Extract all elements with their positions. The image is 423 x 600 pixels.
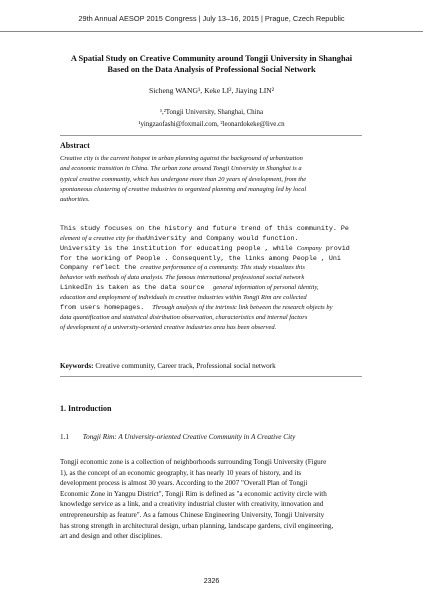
abstract-mixed-line-2 [60, 234, 299, 244]
abstract-line: Creative city is the current hotspot in urban planning against the background of urbanization [60, 155, 303, 162]
title-line-1: A Spatial Study on Creative Community around Tongji University in Shanghai [70, 54, 353, 63]
conference-header: 29th Annual AESOP 2015 Congress | July 13–16, 2015 | Prague, Czech Republic [78, 14, 345, 23]
abstract-mixed-line-3 [60, 244, 350, 254]
header-rule [0, 31, 423, 32]
abstract-line: and economic transition in China. The urban zone around Tongji University in Shanghai is a [60, 165, 302, 173]
homepages-text: from users homepages. [60, 304, 145, 312]
line5-part-a: Company reflect the [60, 264, 141, 272]
abstract-line: typical creative community, which has undergone more than 20 years of development, from the [60, 175, 307, 183]
abstract-italic-line-6: behavior with methods of data analysis. The famous international professional social network [60, 274, 305, 281]
body-line: has strong strength in architectural design, urban planning, landscape gardens, civil engineering, [60, 521, 334, 530]
keywords-label: Keywords: [60, 362, 94, 370]
abstract-paragraph-1 [60, 154, 370, 205]
line2-part-a: element of a creative city for that [60, 235, 147, 242]
abstract-heading: Abstract [60, 141, 90, 150]
page-number: 2326 [203, 578, 220, 585]
subsection-title: Tongji Rim: A University-oriented Creative Community in A Creative City [82, 433, 296, 441]
abstract-mono-line-4: for the working of People . Consequently, the links among People , Uni [60, 255, 341, 263]
affiliation: ¹,²Tongji University, Shanghai, China [159, 109, 264, 116]
line3-part-a: University is the institution for educating people , while [60, 245, 293, 253]
body-line: entrepreneurship as feature". As a famous Chinese Engineering University, Tongji University [60, 510, 325, 519]
body-paragraph [60, 457, 363, 542]
paper-title [40, 53, 383, 75]
abstract-bottom-rule [60, 376, 362, 377]
line3-part-b: Company [296, 245, 322, 252]
body-line: Tongji economic zone is a collection of neighborhoods surrounding Tongji University (Figure [60, 458, 327, 466]
abstract-line: spontaneous clustering of creative industries to organized planning and managing led by local [60, 185, 307, 193]
section-heading: 1. Introduction [60, 404, 112, 413]
abstract-overlap-text: general information of personal identity, [213, 284, 319, 291]
keywords-text: Creative community, Career track, Professional social network [93, 362, 276, 370]
body-line: 1), as the concept of an economic geography, it has nearly 10 years of history, and its [60, 468, 302, 477]
abstract-line: education and employment of individuals in creative industries within Tongji Rim are collected [60, 294, 307, 301]
body-line: Economic Zone in Yangpu District", Tongji Rim is defined as "a economic activity circle with [60, 489, 327, 498]
subsection-number: 1.1 [60, 433, 69, 441]
line5-part-b: creative performance of a community. This study visualizes this [140, 264, 305, 271]
analysis-text: Through analysis of the intrinsic link between the research objects by [152, 304, 333, 311]
abstract-mono-line [60, 303, 332, 313]
abstract-mono-line-1: This study focuses on the history and future trend of this community. Pe [60, 225, 349, 233]
line3-part-c: provid [325, 245, 350, 253]
emails: ¹yingzaofashi@foxmail.com, ²leonardokeke@live.cn [138, 121, 285, 128]
abstract-line: of development of a university-oriented creative industries area has been observed. [60, 324, 277, 331]
body-line: development process is almost 30 years. According to the 2007 "Overall Plan of Tongji [60, 479, 308, 488]
subsection-heading [60, 433, 295, 441]
line7-part-a: LinkedIn is taken as the data source [60, 284, 205, 292]
abstract-mixed-line-5 [60, 263, 305, 273]
line2-part-b: University and Company would function. [146, 235, 299, 243]
abstract-top-rule [60, 135, 362, 136]
body-line: art and design and other disciplines. [60, 532, 163, 541]
body-line: knowledge service as a link, and a creativity industrial cluster with creativity, innovation and [60, 500, 324, 509]
authors: Sicheng WANG¹, Keke LI², Jiaying LIN² [149, 86, 274, 95]
abstract-mixed-line-7 [60, 283, 204, 293]
abstract-line: data quantification and statistical distribution observation, characteristics and internal factors [60, 314, 308, 321]
title-line-2: Based on the Data Analysis of Professional Social Network [107, 65, 316, 74]
abstract-line: authorities. [60, 196, 90, 204]
keywords [60, 362, 276, 370]
